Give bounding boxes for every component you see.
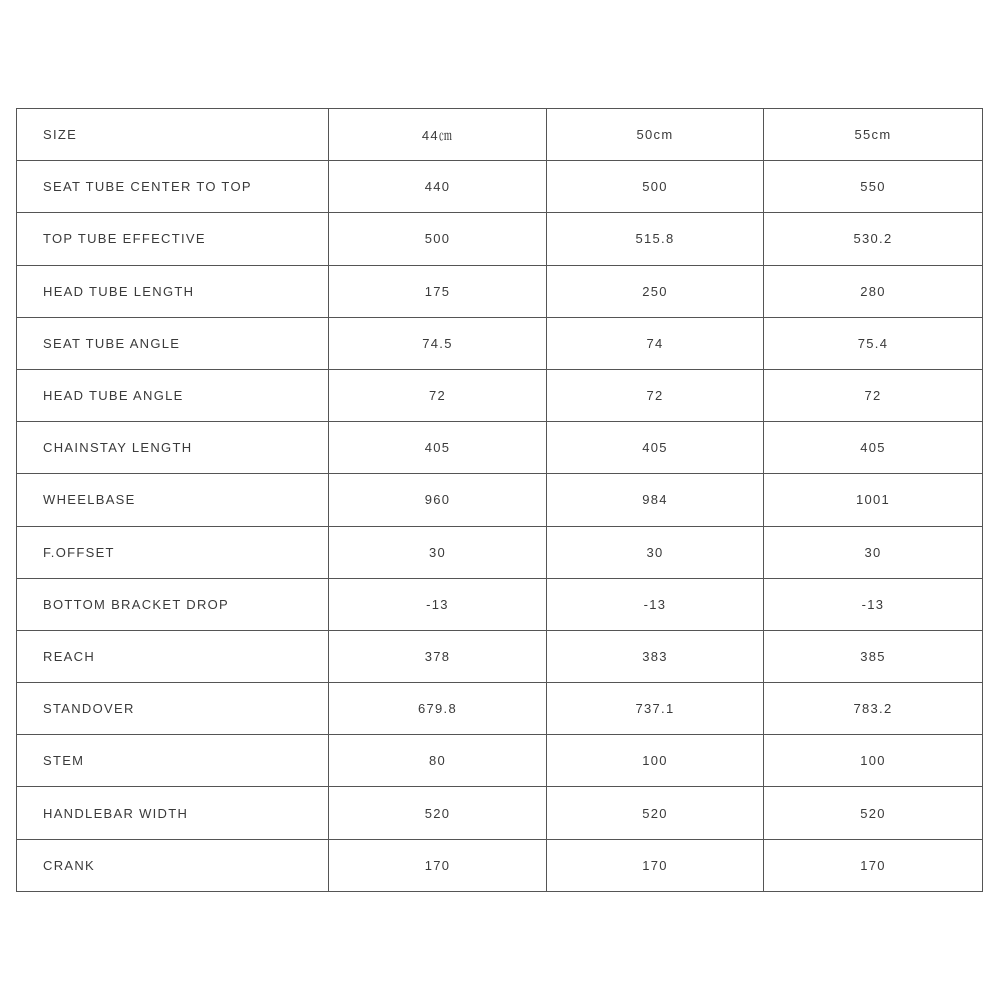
table-cell: 72: [547, 369, 764, 421]
table-cell: 50cm: [547, 109, 764, 161]
table-row: [17, 422, 983, 474]
table-cell: 100: [764, 735, 983, 787]
table-cell: 783.2: [764, 683, 983, 735]
table-cell: 30: [764, 526, 983, 578]
row-label: HEAD TUBE LENGTH: [17, 265, 329, 317]
table-row: [17, 161, 983, 213]
row-label: SEAT TUBE ANGLE: [17, 317, 329, 369]
row-label: BOTTOM BRACKET DROP: [17, 578, 329, 630]
table-row: [17, 474, 983, 526]
table-cell: 30: [547, 526, 764, 578]
table-cell: 75.4: [764, 317, 983, 369]
table-cell: 984: [547, 474, 764, 526]
table-row: [17, 317, 983, 369]
table-cell: 960: [329, 474, 547, 526]
row-label: HEAD TUBE ANGLE: [17, 369, 329, 421]
table-cell: 405: [329, 422, 547, 474]
table-row: [17, 787, 983, 839]
row-label: SIZE: [17, 109, 329, 161]
table-cell: 383: [547, 630, 764, 682]
table-row: [17, 735, 983, 787]
table-cell: 1001: [764, 474, 983, 526]
table-cell: 74.5: [329, 317, 547, 369]
table-cell: 250: [547, 265, 764, 317]
table-cell: 280: [764, 265, 983, 317]
table-cell: 520: [764, 787, 983, 839]
geometry-table: [16, 108, 983, 892]
row-label: HANDLEBAR WIDTH: [17, 787, 329, 839]
table-row: [17, 839, 983, 891]
table-cell: -13: [764, 578, 983, 630]
table-cell: 72: [764, 369, 983, 421]
table-cell: 100: [547, 735, 764, 787]
table-row: [17, 109, 983, 161]
row-label: CRANK: [17, 839, 329, 891]
row-label: STEM: [17, 735, 329, 787]
table-row: [17, 265, 983, 317]
table-cell: 520: [547, 787, 764, 839]
row-label: REACH: [17, 630, 329, 682]
table-cell: 170: [547, 839, 764, 891]
table-cell: 405: [764, 422, 983, 474]
table-cell: 72: [329, 369, 547, 421]
table-cell: 44㎝: [329, 109, 547, 161]
table-cell: 175: [329, 265, 547, 317]
table-row: [17, 213, 983, 265]
table-cell: 170: [329, 839, 547, 891]
table-row: [17, 630, 983, 682]
table-cell: -13: [329, 578, 547, 630]
table-cell: 378: [329, 630, 547, 682]
table-row: [17, 683, 983, 735]
table-cell: 550: [764, 161, 983, 213]
table-cell: -13: [547, 578, 764, 630]
table-cell: 55cm: [764, 109, 983, 161]
table-row: [17, 578, 983, 630]
row-label: F.OFFSET: [17, 526, 329, 578]
table-cell: 405: [547, 422, 764, 474]
row-label: CHAINSTAY LENGTH: [17, 422, 329, 474]
table-row: [17, 526, 983, 578]
table-cell: 385: [764, 630, 983, 682]
row-label: WHEELBASE: [17, 474, 329, 526]
table-cell: 74: [547, 317, 764, 369]
table-cell: 30: [329, 526, 547, 578]
table-row: [17, 369, 983, 421]
table-cell: 440: [329, 161, 547, 213]
table-cell: 80: [329, 735, 547, 787]
table-cell: 520: [329, 787, 547, 839]
table-cell: 737.1: [547, 683, 764, 735]
table-cell: 515.8: [547, 213, 764, 265]
row-label: TOP TUBE EFFECTIVE: [17, 213, 329, 265]
table-cell: 679.8: [329, 683, 547, 735]
table-cell: 500: [329, 213, 547, 265]
table-cell: 500: [547, 161, 764, 213]
table-cell: 170: [764, 839, 983, 891]
row-label: SEAT TUBE CENTER TO TOP: [17, 161, 329, 213]
geometry-table-body: [17, 109, 983, 892]
table-cell: 530.2: [764, 213, 983, 265]
row-label: STANDOVER: [17, 683, 329, 735]
